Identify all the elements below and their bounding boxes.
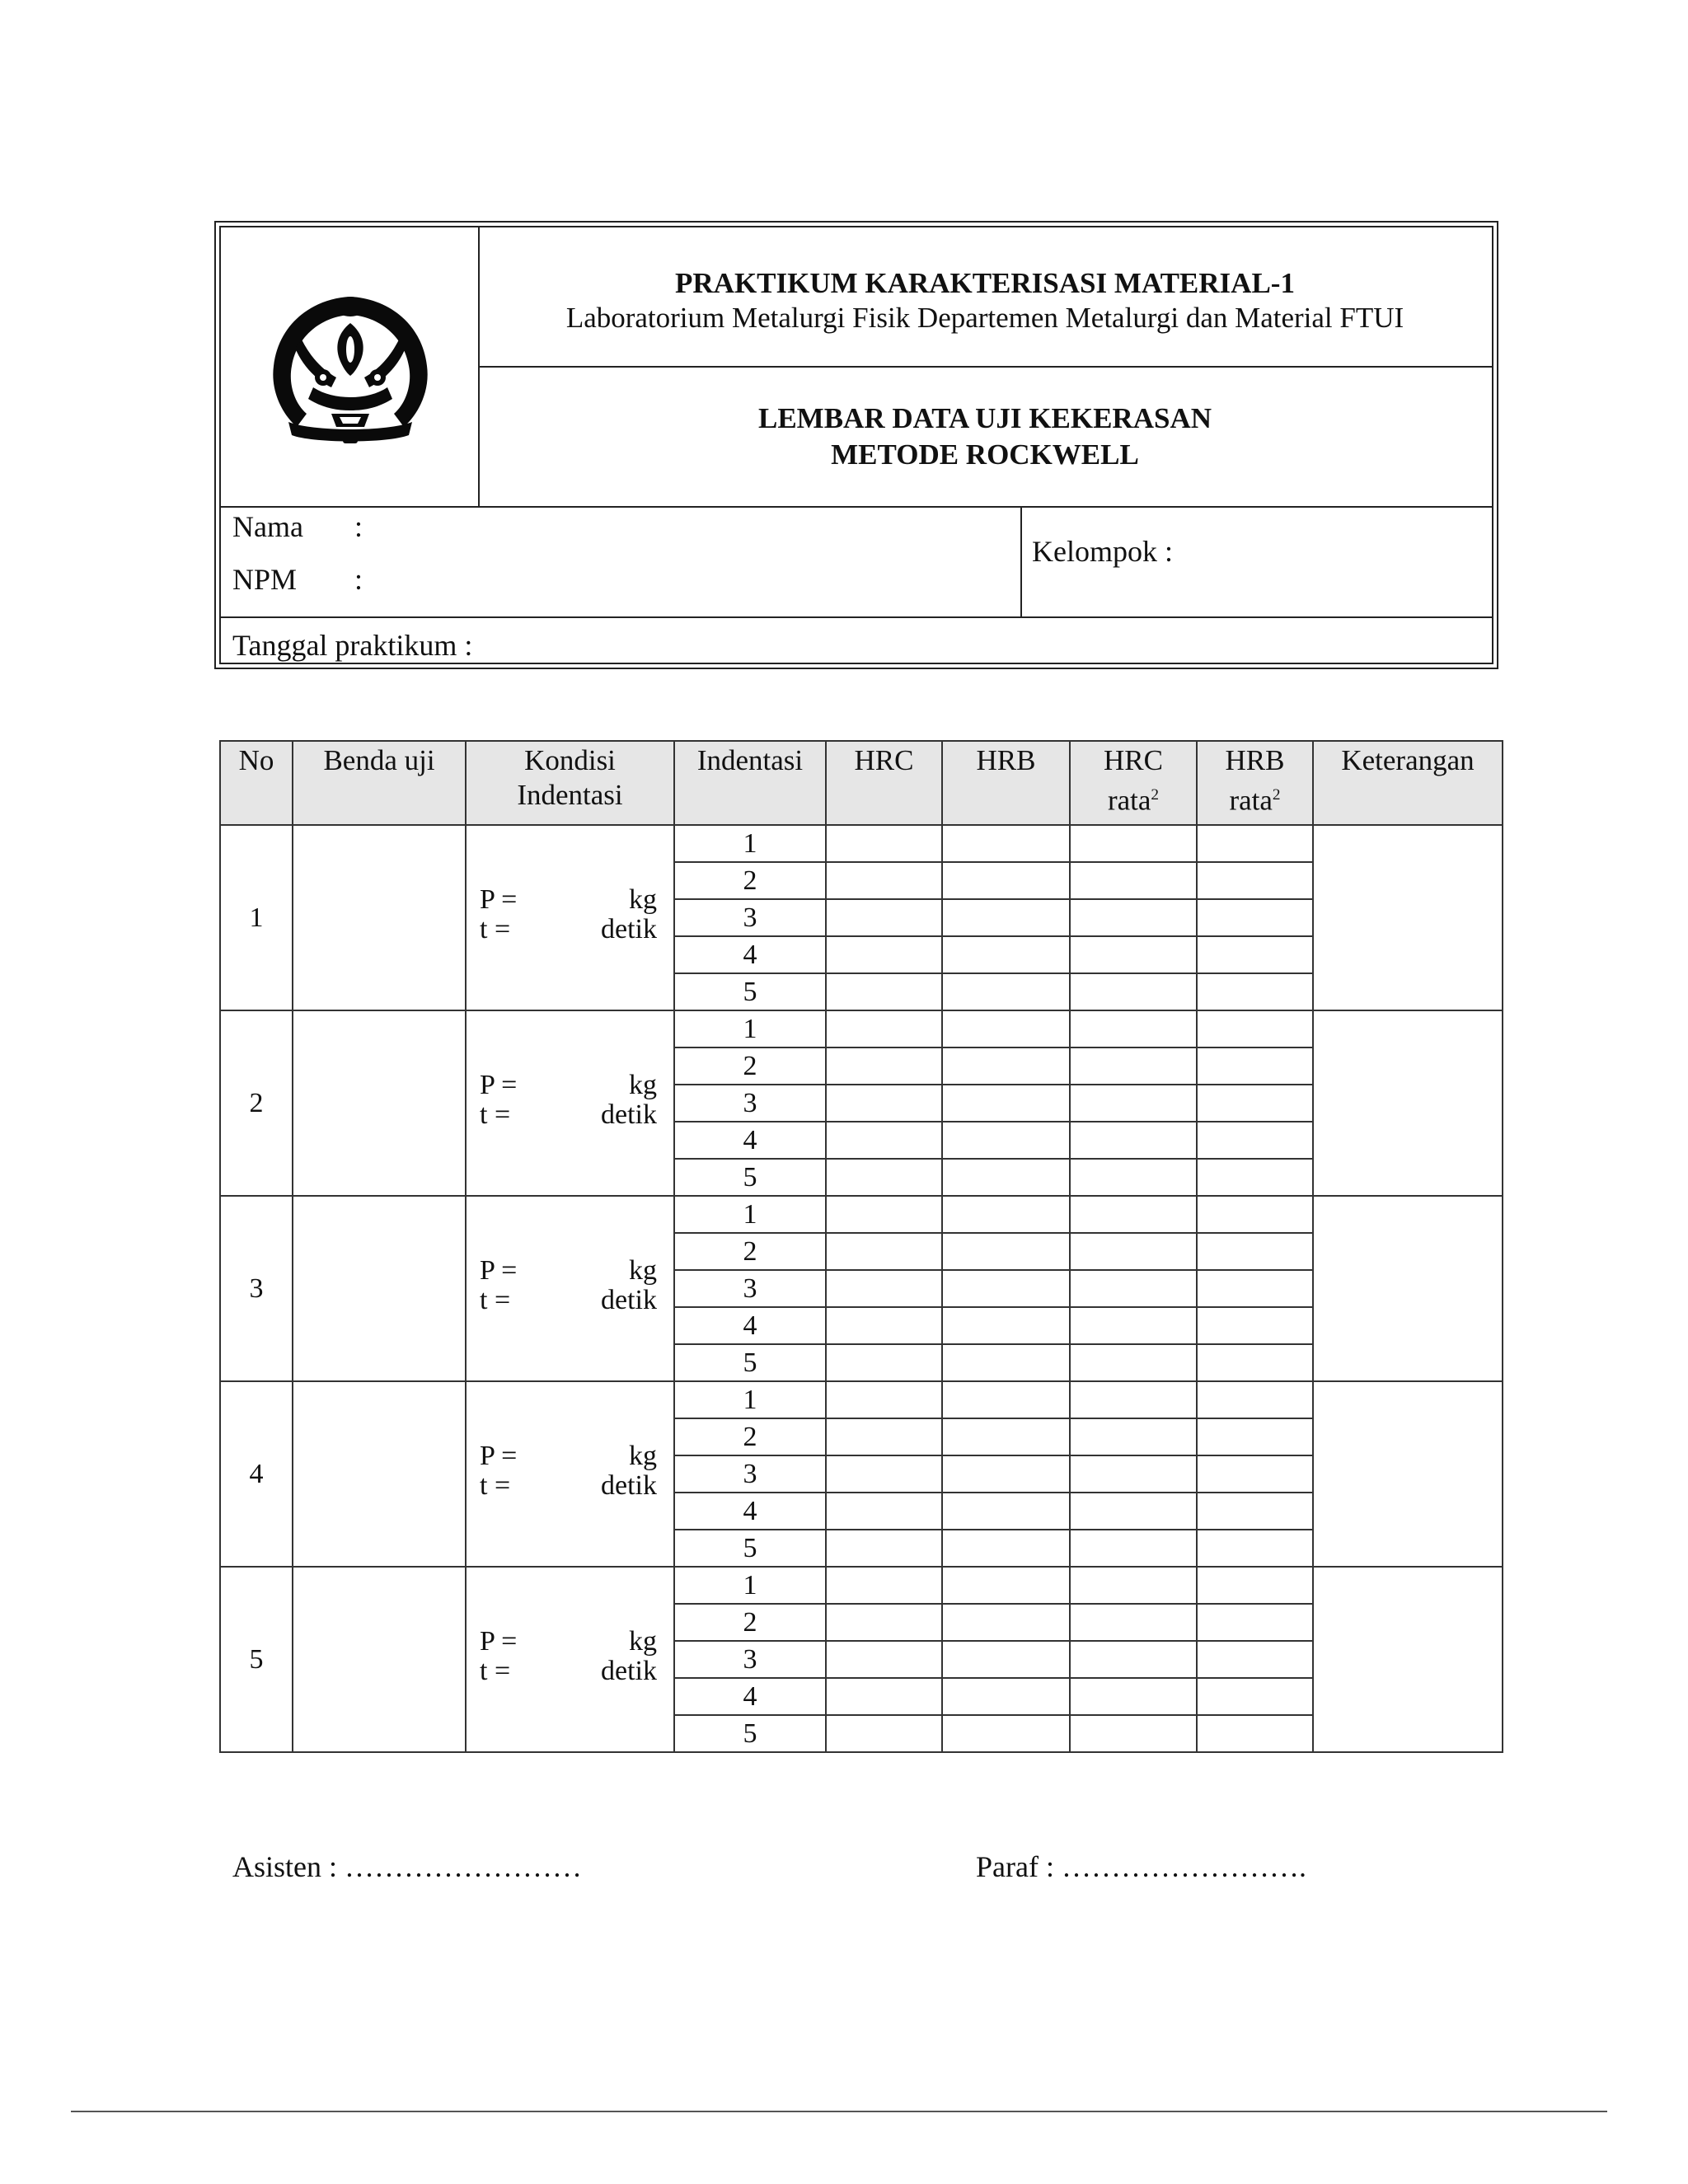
specimen-input-cell[interactable]	[293, 1381, 466, 1567]
hrc-input-cell[interactable]	[826, 936, 942, 973]
hrc-average-cell[interactable]	[1070, 899, 1197, 936]
hrc-input-cell[interactable]	[826, 1715, 942, 1752]
time-unit: detik	[601, 1656, 657, 1686]
hrc-average-cell[interactable]	[1070, 1344, 1197, 1381]
specimen-number: 3	[220, 1196, 293, 1381]
npm-label: NPM	[232, 563, 298, 596]
hrb-input-cell[interactable]	[942, 936, 1070, 973]
indentation-condition-cell[interactable]	[466, 1567, 674, 1752]
name-label: Nama	[232, 510, 303, 543]
hrc-input-cell[interactable]	[826, 1047, 942, 1085]
hrc-average-cell[interactable]	[1070, 1196, 1197, 1233]
hrb-input-cell[interactable]	[942, 899, 1070, 936]
hrc-average-cell[interactable]	[1070, 1567, 1197, 1604]
remarks-input-cell[interactable]	[1313, 1381, 1503, 1567]
remarks-input-cell[interactable]	[1313, 825, 1503, 1010]
remarks-input-cell[interactable]	[1313, 1010, 1503, 1196]
hrc-input-cell[interactable]	[826, 1455, 942, 1493]
header-hrc-average-line2: rata	[1107, 784, 1151, 817]
hrb-average-cell[interactable]	[1197, 1159, 1313, 1196]
specimen-number: 1	[220, 825, 293, 1010]
hrb-average-cell[interactable]	[1197, 1418, 1313, 1455]
hrc-input-cell[interactable]	[826, 899, 942, 936]
hrc-input-cell[interactable]	[826, 1196, 942, 1233]
hrb-input-cell[interactable]	[942, 1270, 1070, 1307]
specimen-input-cell[interactable]	[293, 825, 466, 1010]
hrc-average-cell[interactable]	[1070, 1047, 1197, 1085]
hrc-input-cell[interactable]	[826, 1344, 942, 1381]
hrb-average-cell[interactable]	[1197, 1604, 1313, 1641]
hrc-input-cell[interactable]	[826, 1418, 942, 1455]
load-label: P =	[480, 1070, 518, 1100]
hrc-input-cell[interactable]	[826, 1530, 942, 1567]
hrb-input-cell[interactable]	[942, 1567, 1070, 1604]
time-label: t =	[480, 1285, 511, 1315]
time-unit: detik	[601, 1285, 657, 1315]
hrc-average-cell[interactable]	[1070, 1010, 1197, 1047]
npm-colon: :	[354, 563, 363, 596]
load-unit: kg	[629, 1441, 657, 1471]
hrb-input-cell[interactable]	[942, 1159, 1070, 1196]
indentation-number: 3	[674, 1455, 826, 1493]
hrc-input-cell[interactable]	[826, 1159, 942, 1196]
hrb-average-cell[interactable]	[1197, 862, 1313, 899]
hrc-average-cell[interactable]	[1070, 1715, 1197, 1752]
load-unit: kg	[629, 1255, 657, 1286]
date-field[interactable]: Tanggal praktikum :	[232, 629, 473, 662]
hrc-average-cell[interactable]	[1070, 1159, 1197, 1196]
hrb-input-cell[interactable]	[942, 1381, 1070, 1418]
table-row	[220, 1567, 1503, 1604]
indentation-number: 3	[674, 1085, 826, 1122]
indentation-number: 2	[674, 1418, 826, 1455]
indentation-number: 5	[674, 1530, 826, 1567]
hrb-input-cell[interactable]	[942, 1455, 1070, 1493]
hrb-average-cell[interactable]	[1197, 1678, 1313, 1715]
indentation-number: 1	[674, 1381, 826, 1418]
specimen-input-cell[interactable]	[293, 1010, 466, 1196]
hrb-average-cell[interactable]	[1197, 1344, 1313, 1381]
time-line	[480, 1100, 657, 1130]
indentation-number: 4	[674, 1122, 826, 1159]
header-inner	[219, 226, 1493, 664]
hrb-average-cell[interactable]	[1197, 1530, 1313, 1567]
hrb-average-cell[interactable]	[1197, 1196, 1313, 1233]
header-hrc: HRC	[826, 741, 942, 825]
specimen-number: 4	[220, 1381, 293, 1567]
indentation-number: 5	[674, 1159, 826, 1196]
indentation-condition-cell[interactable]	[466, 825, 674, 1010]
hrb-input-cell[interactable]	[942, 1530, 1070, 1567]
indentation-number: 5	[674, 1715, 826, 1752]
hrb-average-cell[interactable]	[1197, 1455, 1313, 1493]
header-hrb-average-line1: HRB	[1225, 744, 1285, 776]
header-specimen: Benda uji	[293, 741, 466, 825]
hrb-input-cell[interactable]	[942, 1307, 1070, 1344]
hrc-average-cell[interactable]	[1070, 862, 1197, 899]
table-row	[220, 1381, 1503, 1418]
hrb-average-cell[interactable]	[1197, 1493, 1313, 1530]
load-line	[480, 1441, 657, 1471]
hrb-average-cell[interactable]	[1197, 1641, 1313, 1678]
hardness-data-table	[219, 740, 1503, 1753]
indentation-condition-cell[interactable]	[466, 1381, 674, 1567]
indentation-number: 1	[674, 1010, 826, 1047]
hrc-input-cell[interactable]	[826, 1678, 942, 1715]
specimen-input-cell[interactable]	[293, 1567, 466, 1752]
indentation-number: 5	[674, 1344, 826, 1381]
group-field[interactable]: Kelompok :	[1032, 535, 1173, 568]
hrb-average-cell[interactable]	[1197, 1233, 1313, 1270]
specimen-number: 2	[220, 1010, 293, 1196]
hrc-average-cell[interactable]	[1070, 1604, 1197, 1641]
time-label: t =	[480, 914, 511, 944]
specimen-input-cell[interactable]	[293, 1196, 466, 1381]
hrb-input-cell[interactable]	[942, 1196, 1070, 1233]
hrc-average-cell[interactable]	[1070, 1233, 1197, 1270]
load-line	[480, 1256, 657, 1286]
indentation-number: 5	[674, 973, 826, 1010]
hrc-average-cell[interactable]	[1070, 1678, 1197, 1715]
page-bottom-rule	[71, 2111, 1607, 2112]
hrc-average-cell[interactable]	[1070, 1270, 1197, 1307]
hrb-input-cell[interactable]	[942, 973, 1070, 1010]
indentation-condition-cell[interactable]	[466, 1196, 674, 1381]
table-row	[220, 1010, 1503, 1047]
indentation-number: 1	[674, 1567, 826, 1604]
hrb-average-cell[interactable]	[1197, 825, 1313, 862]
time-line	[480, 1286, 657, 1315]
time-label: t =	[480, 1470, 511, 1501]
time-unit: detik	[601, 914, 657, 944]
remarks-input-cell[interactable]	[1313, 1567, 1503, 1752]
indentation-condition-cell[interactable]	[466, 1010, 674, 1196]
npm-field[interactable]	[232, 562, 363, 597]
hrb-input-cell[interactable]	[942, 1678, 1070, 1715]
load-label: P =	[480, 884, 518, 915]
indentation-number: 1	[674, 825, 826, 862]
header-hrc-average	[1070, 741, 1197, 825]
specimen-number: 5	[220, 1567, 293, 1752]
time-unit: detik	[601, 1470, 657, 1501]
hrc-average-cell[interactable]	[1070, 973, 1197, 1010]
hrc-input-cell[interactable]	[826, 1233, 942, 1270]
hrb-average-cell[interactable]	[1197, 936, 1313, 973]
name-npm-cell	[221, 508, 1022, 616]
load-label: P =	[480, 1626, 518, 1657]
hrc-input-cell[interactable]	[826, 973, 942, 1010]
indentation-number: 4	[674, 1307, 826, 1344]
table-row	[220, 1196, 1503, 1233]
header-hrc-average-sup: 2	[1151, 786, 1160, 804]
time-label: t =	[480, 1099, 511, 1130]
hrb-average-cell[interactable]	[1197, 1010, 1313, 1047]
indentation-number: 3	[674, 899, 826, 936]
hrc-average-cell[interactable]	[1070, 1122, 1197, 1159]
indentation-number: 3	[674, 1641, 826, 1678]
indentation-number: 2	[674, 1233, 826, 1270]
hrc-input-cell[interactable]	[826, 1567, 942, 1604]
header-hrb: HRB	[942, 741, 1070, 825]
sheet-title-line2: METODE ROCKWELL	[831, 438, 1139, 471]
university-logo	[264, 290, 437, 450]
hrb-input-cell[interactable]	[942, 1418, 1070, 1455]
hrc-average-cell[interactable]	[1070, 1307, 1197, 1344]
hrc-input-cell[interactable]	[826, 825, 942, 862]
hrb-average-cell[interactable]	[1197, 1307, 1313, 1344]
hrb-input-cell[interactable]	[942, 1047, 1070, 1085]
table-body	[220, 825, 1503, 1752]
hrb-input-cell[interactable]	[942, 1641, 1070, 1678]
header-box	[214, 221, 1498, 669]
load-unit: kg	[629, 1626, 657, 1657]
student-info-row	[221, 506, 1492, 618]
hrc-average-cell[interactable]	[1070, 1530, 1197, 1567]
hrc-input-cell[interactable]	[826, 1641, 942, 1678]
hrb-input-cell[interactable]	[942, 1085, 1070, 1122]
time-label: t =	[480, 1656, 511, 1686]
hrc-average-cell[interactable]	[1070, 1641, 1197, 1678]
hrb-input-cell[interactable]	[942, 1493, 1070, 1530]
load-unit: kg	[629, 1070, 657, 1100]
assistant-field[interactable]: Asisten : ……………………	[232, 1850, 583, 1883]
load-unit: kg	[629, 884, 657, 915]
lab-subtitle: Laboratorium Metalurgi Fisik Departemen Metalurgi dan Material FTUI	[565, 302, 1404, 334]
load-line	[480, 1071, 657, 1100]
name-field[interactable]	[232, 509, 363, 544]
time-line	[480, 1471, 657, 1501]
indentation-number: 2	[674, 862, 826, 899]
title-cell	[478, 227, 1492, 368]
hrb-input-cell[interactable]	[942, 1122, 1070, 1159]
hrc-average-cell[interactable]	[1070, 1455, 1197, 1493]
hrb-average-cell[interactable]	[1197, 1715, 1313, 1752]
name-colon: :	[354, 510, 363, 543]
hrc-input-cell[interactable]	[826, 1122, 942, 1159]
page-title: PRAKTIKUM KARAKTERISASI MATERIAL-1	[675, 267, 1295, 299]
hrb-average-cell[interactable]	[1197, 1567, 1313, 1604]
hrc-input-cell[interactable]	[826, 1270, 942, 1307]
hrb-average-cell[interactable]	[1197, 973, 1313, 1010]
indentation-number: 4	[674, 936, 826, 973]
header-remarks: Keterangan	[1313, 741, 1503, 825]
hrb-average-cell[interactable]	[1197, 1381, 1313, 1418]
hrc-input-cell[interactable]	[826, 1381, 942, 1418]
header-condition	[466, 741, 674, 825]
indentation-number: 4	[674, 1678, 826, 1715]
hrb-average-cell[interactable]	[1197, 1085, 1313, 1122]
time-line	[480, 915, 657, 944]
hrc-average-cell[interactable]	[1070, 936, 1197, 973]
load-line	[480, 885, 657, 915]
hrb-input-cell[interactable]	[942, 1010, 1070, 1047]
hrb-average-cell[interactable]	[1197, 1122, 1313, 1159]
indentation-number: 2	[674, 1047, 826, 1085]
load-line	[480, 1627, 657, 1657]
hrb-average-cell[interactable]	[1197, 1270, 1313, 1307]
hrc-average-cell[interactable]	[1070, 1493, 1197, 1530]
header-hrb-average-line2: rata	[1229, 784, 1273, 817]
hrc-input-cell[interactable]	[826, 1307, 942, 1344]
hrb-input-cell[interactable]	[942, 1604, 1070, 1641]
indentation-number: 2	[674, 1604, 826, 1641]
header-condition-line1: Kondisi	[524, 744, 616, 776]
hrc-input-cell[interactable]	[826, 1010, 942, 1047]
header-hrc-average-line1: HRC	[1104, 744, 1163, 776]
header-indentation: Indentasi	[674, 741, 826, 825]
indentation-number: 4	[674, 1493, 826, 1530]
table-row	[220, 825, 1503, 862]
hrc-input-cell[interactable]	[826, 1493, 942, 1530]
load-label: P =	[480, 1441, 518, 1471]
signature-field[interactable]: Paraf : …………………….	[976, 1850, 1306, 1883]
header-condition-line2: Indentasi	[517, 779, 623, 811]
sheet-title-cell	[478, 366, 1492, 506]
hrb-average-cell[interactable]	[1197, 1047, 1313, 1085]
hrb-input-cell[interactable]	[942, 1344, 1070, 1381]
hrc-average-cell[interactable]	[1070, 1418, 1197, 1455]
time-line	[480, 1657, 657, 1686]
hrc-average-cell[interactable]	[1070, 1381, 1197, 1418]
hrb-input-cell[interactable]	[942, 825, 1070, 862]
table-header-row	[220, 741, 1503, 825]
hrc-input-cell[interactable]	[826, 1604, 942, 1641]
hrc-average-cell[interactable]	[1070, 825, 1197, 862]
indentation-number: 3	[674, 1270, 826, 1307]
logo-cell	[221, 227, 480, 506]
remarks-input-cell[interactable]	[1313, 1196, 1503, 1381]
indentation-number: 1	[674, 1196, 826, 1233]
hrb-input-cell[interactable]	[942, 1715, 1070, 1752]
header-hrb-average-sup: 2	[1272, 786, 1281, 804]
hrc-input-cell[interactable]	[826, 862, 942, 899]
hrb-input-cell[interactable]	[942, 1233, 1070, 1270]
hrc-average-cell[interactable]	[1070, 1085, 1197, 1122]
header-hrb-average	[1197, 741, 1313, 825]
hrb-average-cell[interactable]	[1197, 899, 1313, 936]
sheet-title-line1: LEMBAR DATA UJI KEKERASAN	[757, 402, 1212, 434]
load-label: P =	[480, 1255, 518, 1286]
hrb-input-cell[interactable]	[942, 862, 1070, 899]
time-unit: detik	[601, 1099, 657, 1130]
header-no: No	[220, 741, 293, 825]
hrc-input-cell[interactable]	[826, 1085, 942, 1122]
